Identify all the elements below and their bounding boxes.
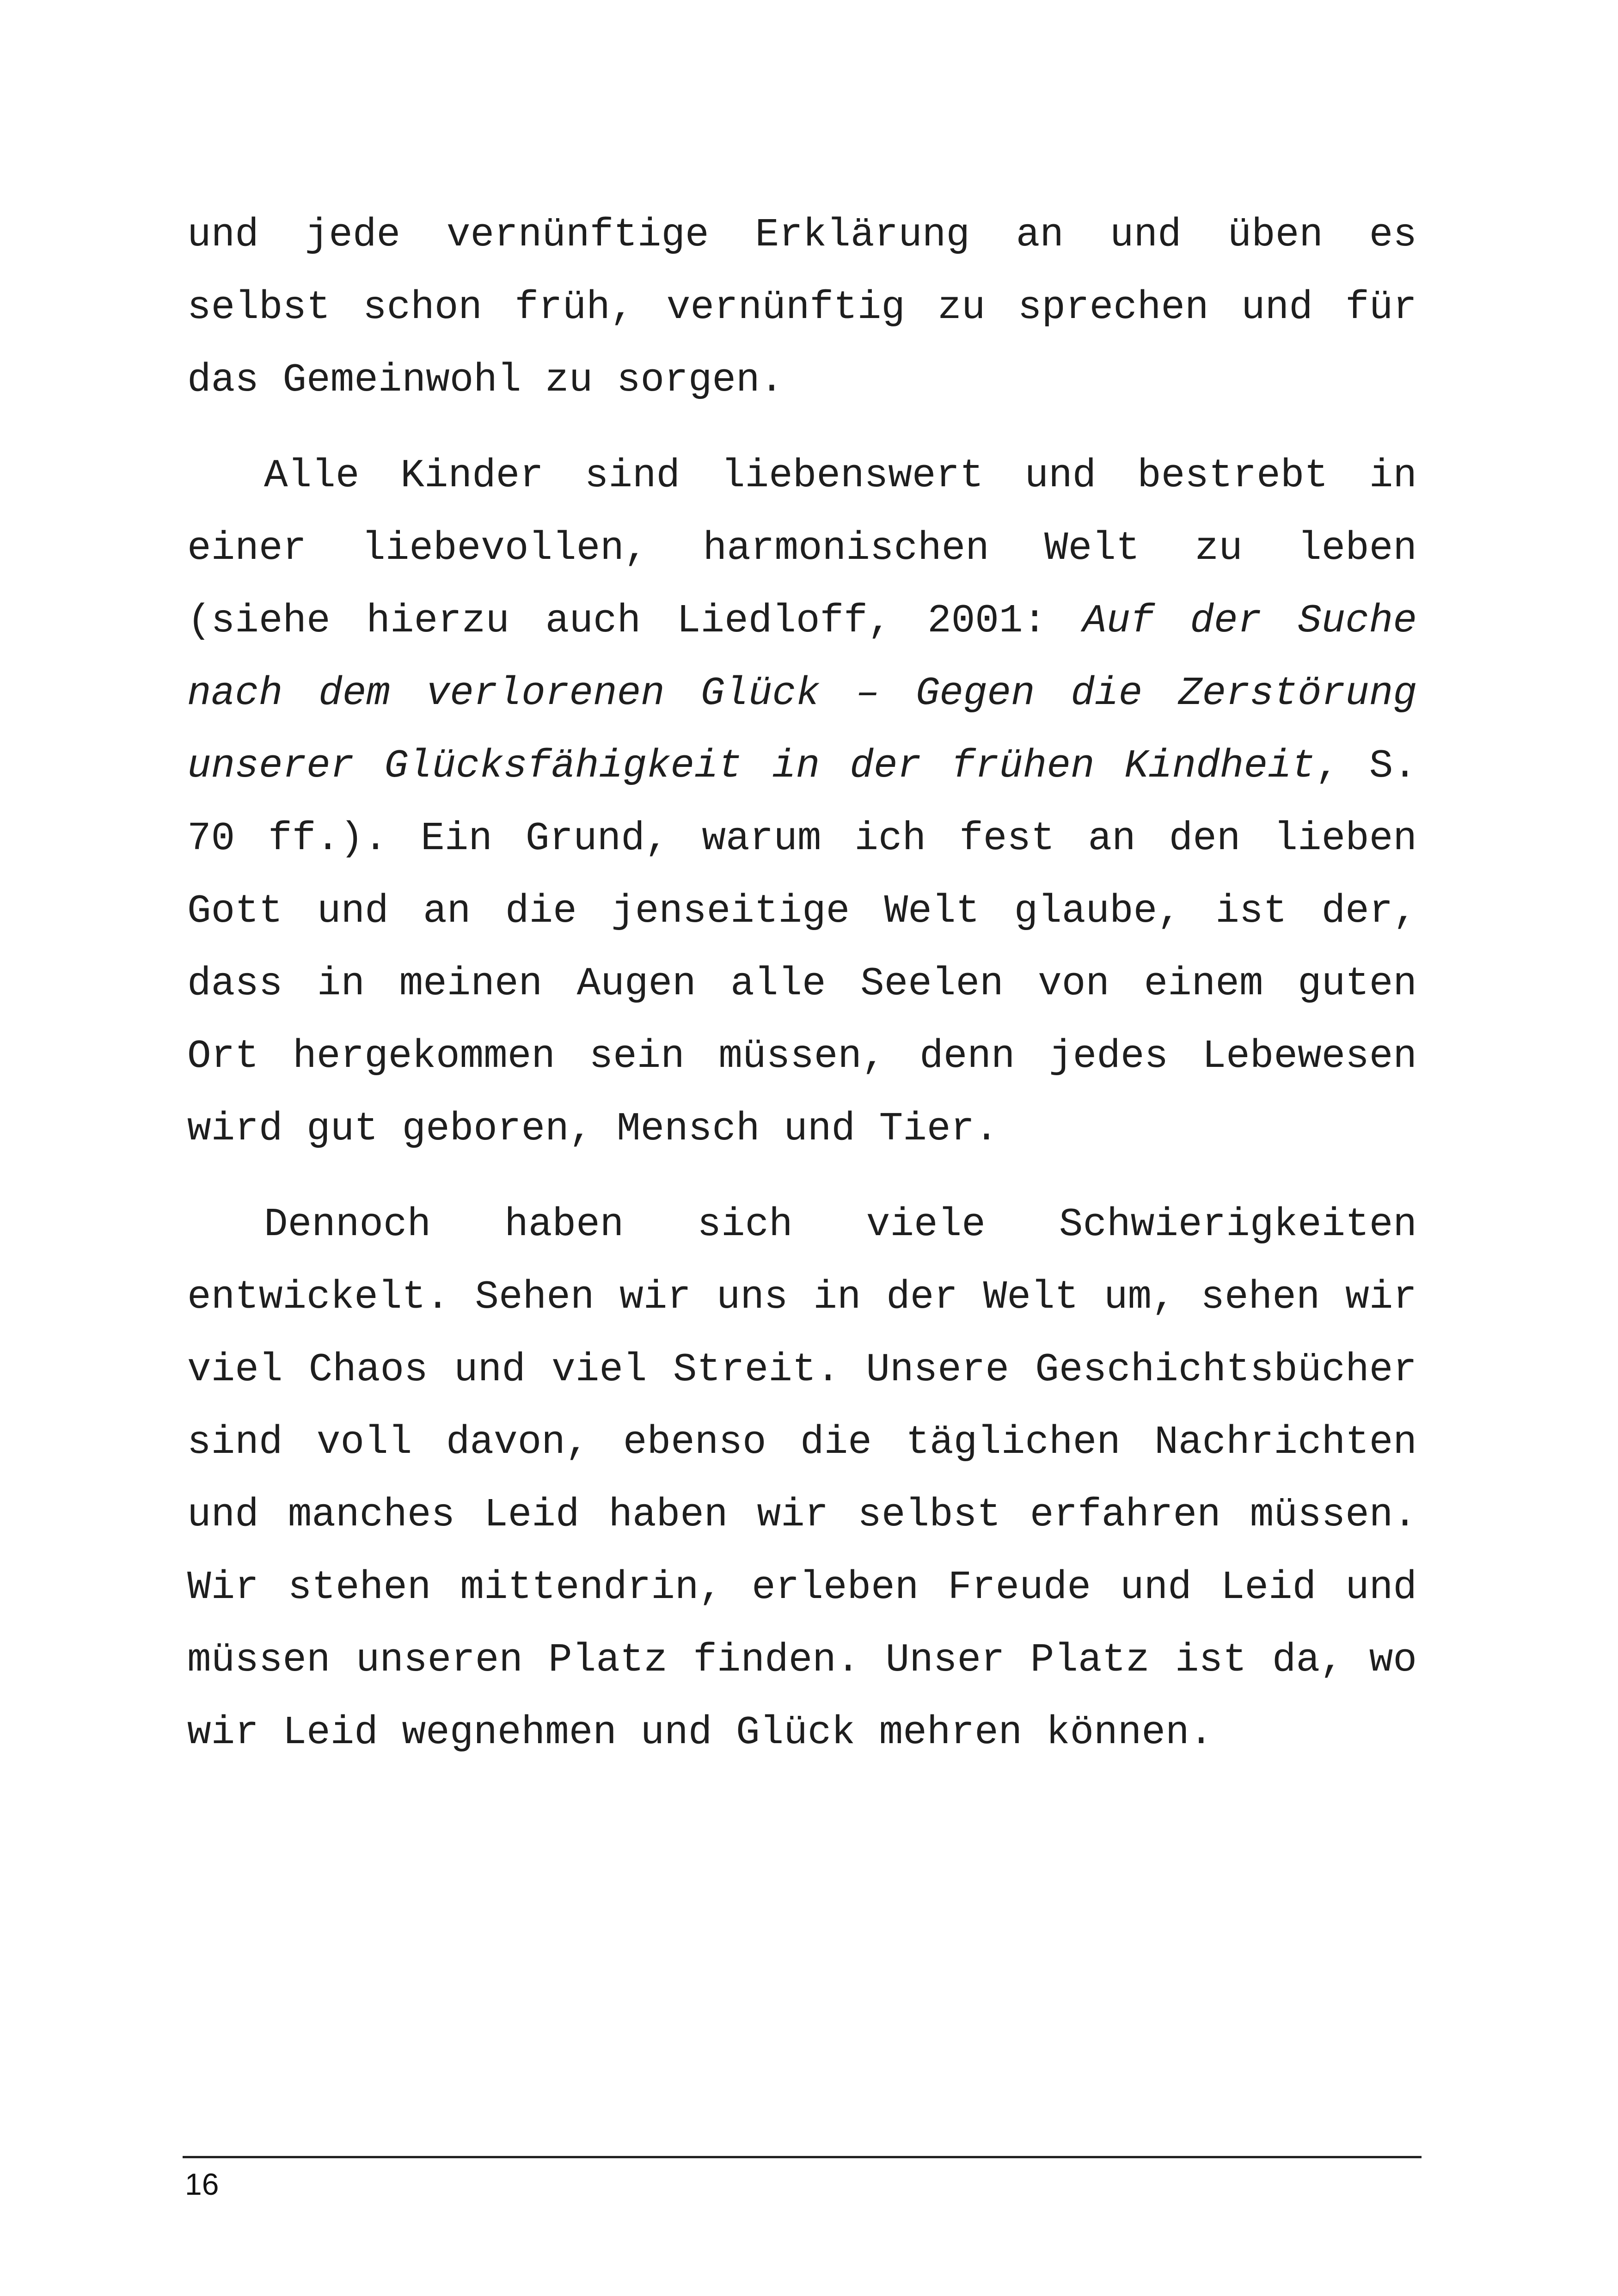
page-number: 16 <box>185 2167 219 2201</box>
body-text <box>187 199 1417 1792</box>
paragraph-1 <box>187 199 1417 416</box>
paragraph-2-text-end: , S. 70 ff.). Ein Grund, warum ich fest an den lieben Gott und an die jenseitige Welt glaube, ist der, dass in meinen Augen alle Seelen von einem guten Ort hergekommen sein müssen, denn jedes Lebewesen wird gut geboren, Mensch und Tier. <box>187 743 1417 1151</box>
paragraph-1-text: und jede vernünftige Erklärung an und üben es selbst schon früh, vernünftig zu sprechen und für das Gemeinwohl zu sorgen. <box>187 212 1417 403</box>
paragraph-3 <box>187 1188 1417 1769</box>
cited-book-title: Auf der Suche nach dem verlorenen Glück – Gegen die Zerstörung unserer Glücksfähigkeit in der frühen Kindheit <box>187 598 1417 789</box>
footer-divider <box>183 2156 1422 2158</box>
paragraph-2 <box>187 440 1417 1165</box>
paragraph-2-text-start: Alle Kinder sind liebenswert und bestrebt in einer liebevollen, harmonischen Welt zu leben (siehe hierzu auch Liedloff, 2001: <box>187 453 1417 643</box>
paragraph-3-text: Dennoch haben sich viele Schwierigkeiten entwickelt. Sehen wir uns in der Welt um, sehen wir viel Chaos und viel Streit. Unsere Geschichtsbücher sind voll davon, ebenso die täglichen Nachrichten und manches Leid haben wir selbst erfahren müssen. Wir stehen mittendrin, erleben Freude und Leid und müssen unseren Platz finden. Unser Platz ist da, wo wir Leid wegnehmen und Glück mehren können. <box>187 1202 1417 1755</box>
